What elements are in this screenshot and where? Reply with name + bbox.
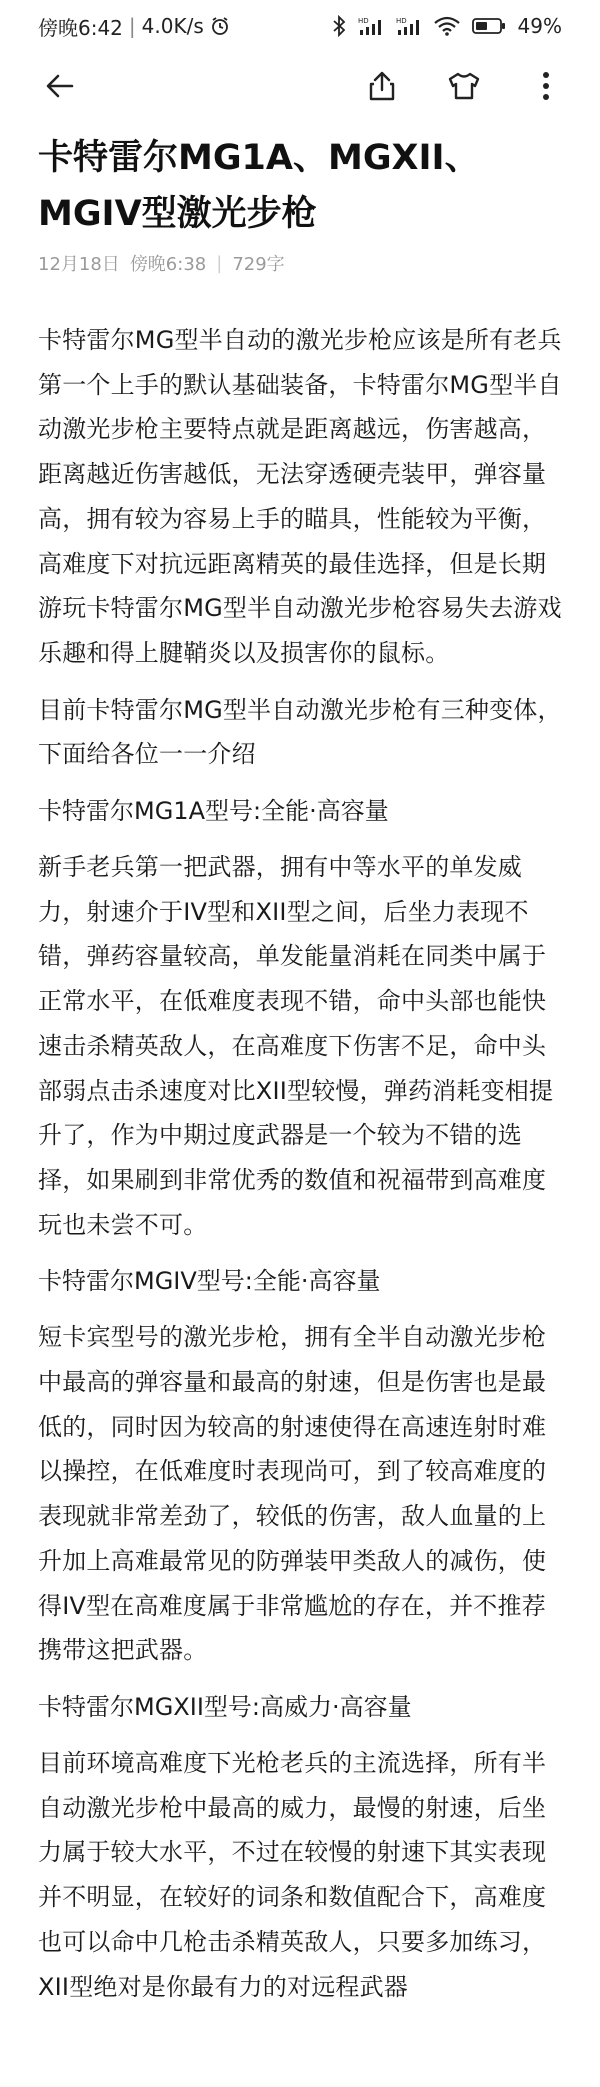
article-meta — [38, 250, 285, 276]
bluetooth-icon — [332, 15, 346, 37]
signal-hd-icon — [358, 16, 384, 36]
battery-percent: 49% — [517, 14, 562, 38]
signal-hd-icon — [396, 16, 422, 36]
meta-separator: | — [216, 252, 223, 274]
section-heading-mgxii: 卡特雷尔MGXII型号:高威力·高容量 — [38, 1692, 412, 1721]
article-body — [38, 318, 562, 2021]
tshirt-icon — [447, 71, 481, 105]
battery-icon — [472, 17, 506, 35]
back-arrow-icon — [45, 71, 75, 105]
svg-text:HD: HD — [357, 17, 369, 25]
alarm-icon — [210, 16, 230, 36]
back-button[interactable] — [38, 66, 82, 110]
article-title: 卡特雷尔MG1A、MGXII、MGIV型激光步枪 — [38, 138, 480, 234]
section-heading-mg1a: 卡特雷尔MG1A型号:全能·高容量 — [38, 797, 389, 826]
word-count: 729字 — [232, 254, 285, 275]
status-bar — [0, 0, 600, 52]
paragraph-intro: 卡特雷尔MG型半自动的激光步枪应该是所有老兵第一个上手的默认基础装备，卡特雷尔MG型半自动激光步枪主要特点就是距离越远，伤害越高，距离越近伤害越低，无法穿透硬壳装甲，弹容量高，拥有较为容易上手的瞄具，性能较为平衡，高难度下对抗远距离精英的最佳选择，但是长期游玩卡特雷尔MG型半自动激光步枪容易失去游戏乐趣和得上腱鞘炎以及损害你的鼠标。 — [38, 326, 562, 667]
paragraph-mgiv: 短卡宾型号的激光步枪，拥有全半自动激光步枪中最高的弹容量和最高的射速，但是伤害也是最低的，同时因为较高的射速使得在高速连射时难以操控，在低难度时表现尚可，到了较高难度的表现就非常差劲了，较低的伤害，敌人血量的上升加上高难最常见的防弹装甲类敌人的减伤，使得IV型在高难度属于非常尴尬的存在，并不推荐携带这把武器。 — [38, 1323, 547, 1665]
more-button[interactable] — [524, 66, 568, 110]
top-toolbar — [0, 52, 600, 124]
more-vertical-icon — [541, 71, 551, 105]
section-heading-mgiv: 卡特雷尔MGIV型号:全能·高容量 — [38, 1267, 381, 1296]
network-speed: 4.0K/s — [141, 14, 204, 38]
status-time: 傍晚6:42 — [38, 15, 123, 40]
paragraph-mg1a: 新手老兵第一把武器，拥有中等水平的单发威力，射速介于IV型和XII型之间，后坐力表现不错，弹药容量较高，单发能量消耗在同类中属于正常水平，在低难度表现不错，命中头部也能快速击杀精英敌人，在高难度下伤害不足，命中头部弱点击杀速度对比XII型较慢，弹药消耗变相提升了，作为中期过度武器是一个较为不错的选择，如果刷到非常优秀的数值和祝福带到高难度玩也未尝不可。 — [38, 853, 554, 1239]
svg-text:HD: HD — [395, 17, 407, 25]
share-icon — [367, 70, 397, 106]
status-right — [332, 14, 562, 38]
paragraph-mgxii: 目前环境高难度下光枪老兵的主流选择，所有半自动激光步枪中最高的威力，最慢的射速，后坐力属于较大水平，不过在较慢的射速下其实表现并不明显，在较好的词条和数值配合下，高难度也可以命中几枪击杀精英敌人，只要多加练习，XII型绝对是你最有力的对远程武器 — [38, 1748, 547, 2001]
share-button[interactable] — [360, 66, 404, 110]
paragraph-variants: 目前卡特雷尔MG型半自动激光步枪有三种变体，下面给各位一一介绍 — [38, 695, 562, 769]
wifi-icon — [434, 16, 460, 36]
article-date: 12月18日 — [38, 254, 120, 275]
status-divider: | — [128, 14, 136, 38]
article-time: 傍晚6:38 — [129, 254, 207, 275]
theme-button[interactable] — [442, 66, 486, 110]
status-left — [38, 12, 230, 41]
